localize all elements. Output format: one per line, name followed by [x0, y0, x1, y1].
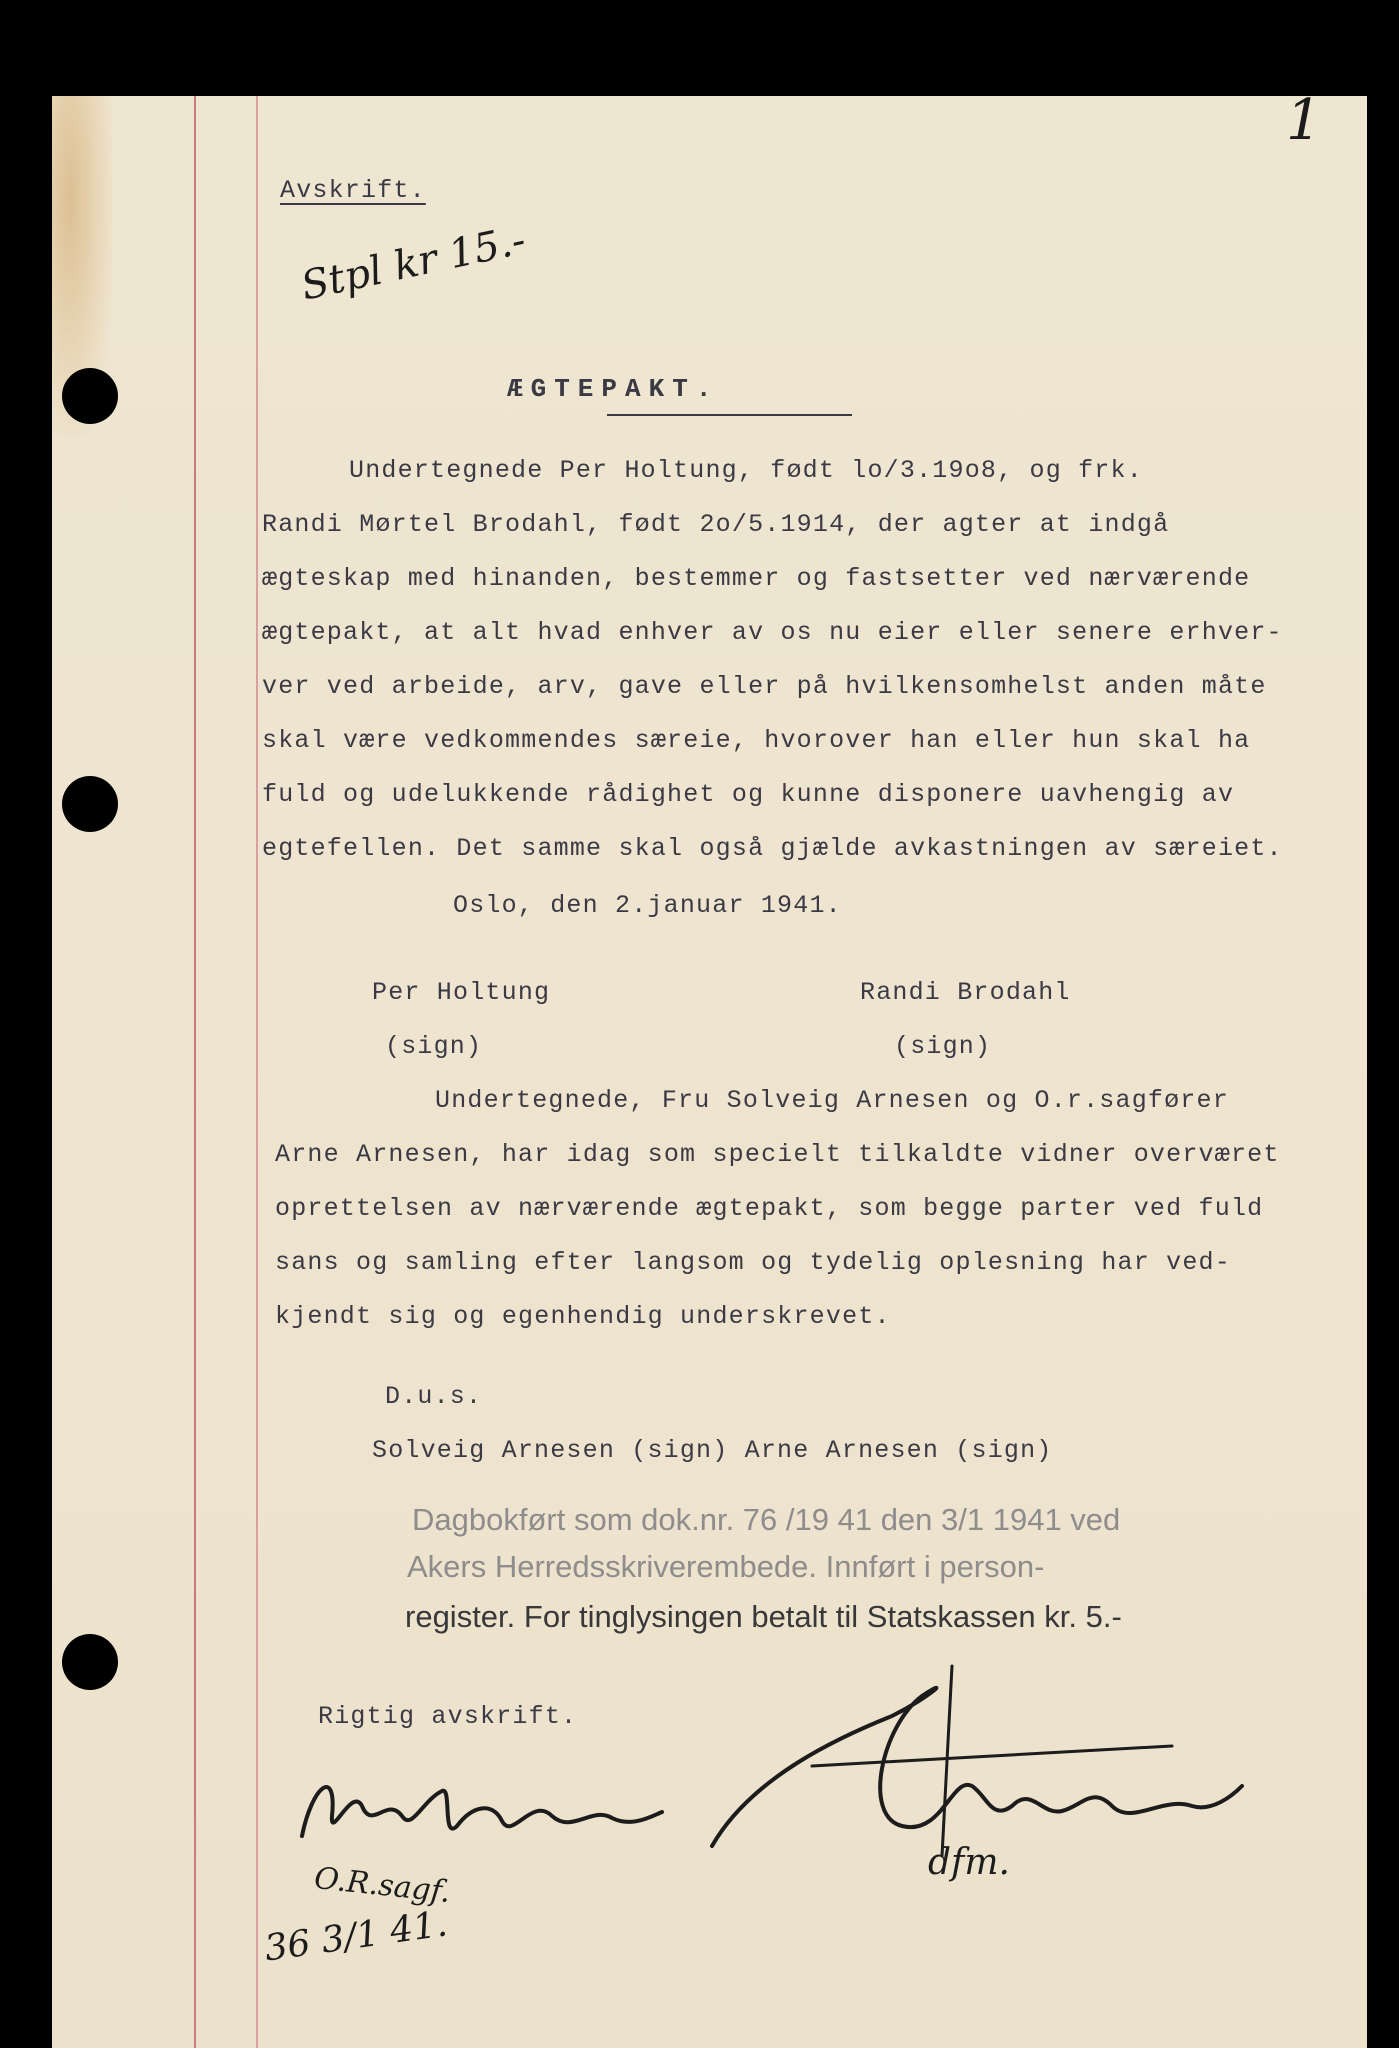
stamp-fee-handwriting: Stpl kr 15.-	[297, 217, 530, 310]
witness-line-1: Undertegnede, Fru Solveig Arnesen og O.r.sagfører	[435, 1086, 1229, 1115]
body-line-2: Randi Mørtel Brodahl, født 2o/5.1914, der agter at indgå	[262, 510, 1170, 539]
registration-stamp-line-1: Dagbokført som dok.nr. 76 /19 41 den 3/1 1941 ved	[412, 1502, 1121, 1537]
heading-avskrift: Avskrift.	[280, 176, 426, 205]
document-title: ÆGTEPAKT.	[507, 374, 720, 404]
signature-left-drawing	[292, 1746, 672, 1876]
body-line-8: egtefellen. Det samme skal også gjælde avkastningen av særeiet.	[262, 834, 1283, 863]
signatory-left-sign: (sign)	[385, 1032, 483, 1061]
signatory-right-sign: (sign)	[894, 1032, 992, 1061]
body-line-3: ægteskap med hinanden, bestemmer og fastsetter ved nærværende	[262, 564, 1251, 593]
place-date: Oslo, den 2.januar 1941.	[453, 891, 842, 920]
body-line-1: Undertegnede Per Holtung, født lo/3.19o8, og frk.	[349, 456, 1143, 485]
body-line-5: ver ved arbeide, arv, gave eller på hvilkensomhelst anden måte	[262, 672, 1267, 701]
hand-title-left: O.R.sagf.	[312, 1860, 453, 1911]
witness-line-3: oprettelsen av nærværende ægtepakt, som begge parter ved fuld	[275, 1194, 1264, 1223]
witness-line-4: sans og samling efter langsom og tydelig oplesning har ved-	[275, 1248, 1231, 1277]
registration-stamp-line-2: Akers Herredsskriverembede. Innført i person-	[407, 1549, 1045, 1584]
margin-line-right	[256, 96, 258, 2048]
body-line-7: fuld og udelukkende rådighet og kunne disponere uavhengig av	[262, 780, 1235, 809]
punch-hole-top	[62, 368, 118, 424]
margin-line-left	[194, 96, 196, 2048]
title-underline	[607, 414, 852, 416]
punch-hole-bottom	[62, 1634, 118, 1690]
hand-date-left: 36 3/1 41.	[262, 1903, 450, 1970]
body-line-4: ægtepakt, at alt hvad enhver av os nu eier eller senere erhver-	[262, 618, 1283, 647]
witness-line-2: Arne Arnesen, har idag som specielt tilkaldte vidner overværet	[275, 1140, 1280, 1169]
witness-line-5: kjendt sig og egenhendig underskrevet.	[275, 1302, 891, 1331]
hand-title-right: dfm.	[928, 1842, 1010, 1883]
certification-text: Rigtig avskrift.	[318, 1702, 578, 1731]
dus-abbreviation: D.u.s.	[385, 1382, 483, 1411]
signatory-right-name: Randi Brodahl	[860, 978, 1071, 1007]
witness-signatures: Solveig Arnesen (sign) Arne Arnesen (sign)	[372, 1436, 1053, 1465]
document-page	[52, 96, 1367, 2048]
signatory-left-name: Per Holtung	[372, 978, 551, 1007]
punch-hole-middle	[62, 776, 118, 832]
registration-stamp-line-3: register. For tinglysingen betalt til Statskassen kr. 5.-	[405, 1599, 1122, 1634]
page-number: 1	[1286, 96, 1322, 153]
body-line-6: skal være vedkommendes særeie, hvorover han eller hun skal ha	[262, 726, 1251, 755]
